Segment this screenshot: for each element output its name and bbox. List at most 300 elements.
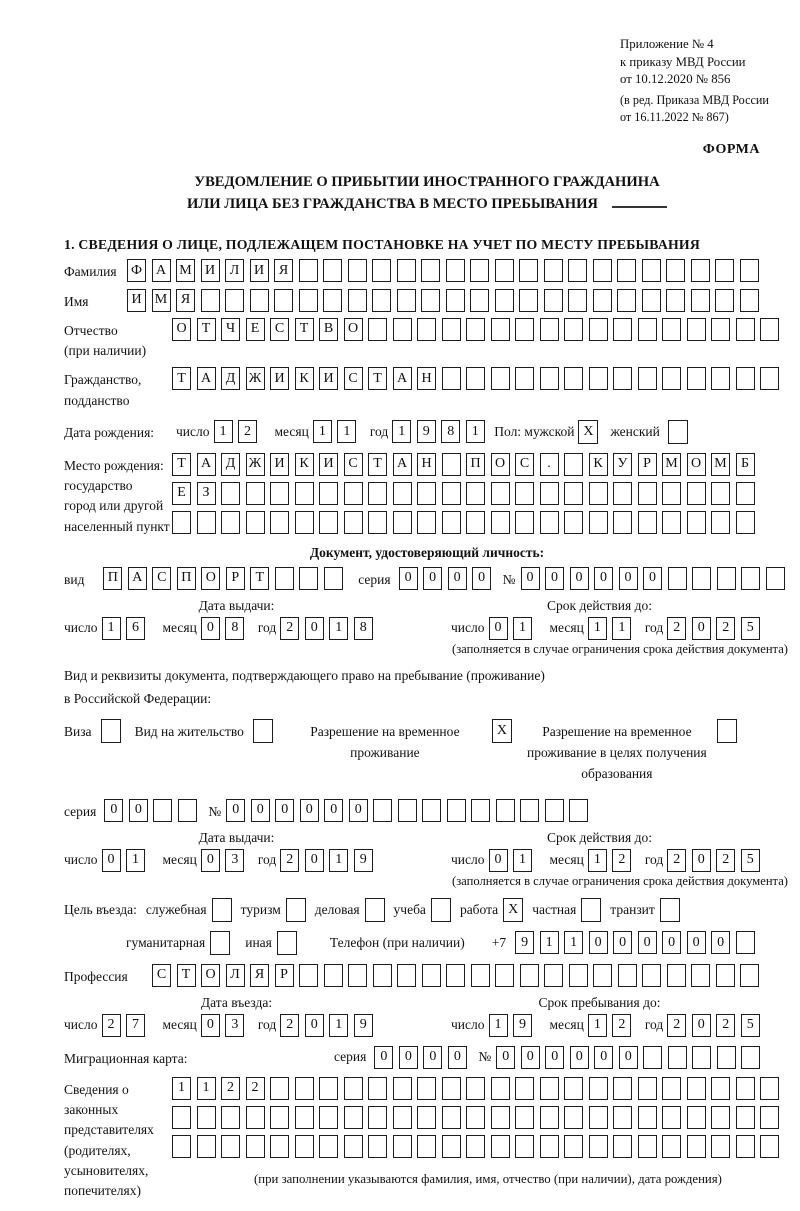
char-cell[interactable]: [466, 367, 485, 390]
char-cell[interactable]: [495, 289, 514, 312]
char-cell[interactable]: [593, 964, 612, 987]
char-cell[interactable]: [491, 482, 510, 505]
char-cell[interactable]: [691, 289, 710, 312]
char-cell[interactable]: [568, 289, 587, 312]
char-cell[interactable]: 0: [448, 1046, 467, 1069]
char-cell[interactable]: 0: [300, 799, 319, 822]
char-cell[interactable]: К: [295, 453, 314, 476]
char-cell[interactable]: О: [172, 318, 191, 341]
char-cell[interactable]: [246, 482, 265, 505]
char-cell[interactable]: [593, 259, 612, 282]
char-cell[interactable]: 0: [489, 617, 508, 640]
char-cell[interactable]: [344, 511, 363, 534]
char-cell[interactable]: Р: [226, 567, 245, 590]
char-cell[interactable]: [397, 964, 416, 987]
char-cell[interactable]: С: [515, 453, 534, 476]
char-cell[interactable]: Л: [226, 964, 245, 987]
char-cell[interactable]: [368, 1135, 387, 1158]
char-cell[interactable]: А: [128, 567, 147, 590]
char-cell[interactable]: [515, 1077, 534, 1100]
char-cell[interactable]: [295, 1077, 314, 1100]
char-cell[interactable]: [564, 367, 583, 390]
char-cell[interactable]: [515, 511, 534, 534]
char-cell[interactable]: [172, 1106, 191, 1129]
char-cell[interactable]: [368, 511, 387, 534]
char-cell[interactable]: З: [197, 482, 216, 505]
char-cell[interactable]: [520, 799, 539, 822]
char-cell[interactable]: [178, 799, 197, 822]
char-cell[interactable]: Т: [250, 567, 269, 590]
char-cell[interactable]: 1: [588, 617, 607, 640]
char-cell[interactable]: [393, 1135, 412, 1158]
char-cell[interactable]: [368, 482, 387, 505]
residence-permit-checkbox[interactable]: [253, 719, 273, 743]
char-cell[interactable]: И: [319, 367, 338, 390]
char-cell[interactable]: У: [613, 453, 632, 476]
char-cell[interactable]: [417, 482, 436, 505]
char-cell[interactable]: О: [687, 453, 706, 476]
char-cell[interactable]: [397, 289, 416, 312]
char-cell[interactable]: [417, 511, 436, 534]
char-cell[interactable]: О: [201, 567, 220, 590]
char-cell[interactable]: [638, 1106, 657, 1129]
char-cell[interactable]: [520, 964, 539, 987]
char-cell[interactable]: [540, 511, 559, 534]
char-cell[interactable]: [275, 567, 294, 590]
char-cell[interactable]: [295, 1106, 314, 1129]
char-cell[interactable]: [153, 799, 172, 822]
char-cell[interactable]: [760, 1077, 779, 1100]
char-cell[interactable]: [442, 318, 461, 341]
char-cell[interactable]: Т: [368, 367, 387, 390]
char-cell[interactable]: [422, 799, 441, 822]
char-cell[interactable]: [519, 289, 538, 312]
char-cell[interactable]: 1: [197, 1077, 216, 1100]
char-cell[interactable]: 0: [448, 567, 467, 590]
char-cell[interactable]: Д: [221, 453, 240, 476]
char-cell[interactable]: 2: [612, 849, 631, 872]
char-cell[interactable]: [540, 482, 559, 505]
char-cell[interactable]: 7: [126, 1014, 145, 1037]
char-cell[interactable]: [692, 567, 711, 590]
purpose-business-checkbox[interactable]: [365, 898, 385, 922]
char-cell[interactable]: С: [344, 453, 363, 476]
gender-male-checkbox[interactable]: X: [578, 420, 598, 444]
char-cell[interactable]: 9: [354, 849, 373, 872]
char-cell[interactable]: [466, 1135, 485, 1158]
char-cell[interactable]: 0: [305, 617, 324, 640]
char-cell[interactable]: Н: [417, 367, 436, 390]
char-cell[interactable]: [589, 318, 608, 341]
char-cell[interactable]: С: [152, 567, 171, 590]
char-cell[interactable]: А: [197, 453, 216, 476]
char-cell[interactable]: [466, 318, 485, 341]
char-cell[interactable]: [373, 799, 392, 822]
char-cell[interactable]: 1: [392, 420, 411, 443]
char-cell[interactable]: 5: [741, 849, 760, 872]
char-cell[interactable]: 0: [201, 849, 220, 872]
char-cell[interactable]: [740, 289, 759, 312]
char-cell[interactable]: [372, 289, 391, 312]
char-cell[interactable]: [491, 318, 510, 341]
char-cell[interactable]: 1: [588, 849, 607, 872]
char-cell[interactable]: [766, 567, 785, 590]
purpose-humanitarian-checkbox[interactable]: [210, 931, 230, 955]
char-cell[interactable]: А: [393, 367, 412, 390]
char-cell[interactable]: [323, 259, 342, 282]
char-cell[interactable]: [711, 1077, 730, 1100]
char-cell[interactable]: [564, 1106, 583, 1129]
char-cell[interactable]: 1: [329, 1014, 348, 1037]
char-cell[interactable]: [740, 964, 759, 987]
char-cell[interactable]: [344, 1135, 363, 1158]
char-cell[interactable]: [564, 1135, 583, 1158]
char-cell[interactable]: [393, 482, 412, 505]
char-cell[interactable]: [638, 1135, 657, 1158]
char-cell[interactable]: 1: [329, 617, 348, 640]
char-cell[interactable]: [544, 259, 563, 282]
char-cell[interactable]: [638, 318, 657, 341]
char-cell[interactable]: И: [250, 259, 269, 282]
char-cell[interactable]: 1: [612, 617, 631, 640]
char-cell[interactable]: 2: [102, 1014, 121, 1037]
char-cell[interactable]: М: [711, 453, 730, 476]
char-cell[interactable]: 0: [423, 567, 442, 590]
char-cell[interactable]: [662, 367, 681, 390]
char-cell[interactable]: Л: [225, 259, 244, 282]
char-cell[interactable]: А: [393, 453, 412, 476]
char-cell[interactable]: О: [201, 964, 220, 987]
char-cell[interactable]: С: [344, 367, 363, 390]
char-cell[interactable]: [393, 1106, 412, 1129]
char-cell[interactable]: [421, 259, 440, 282]
char-cell[interactable]: [617, 289, 636, 312]
char-cell[interactable]: [470, 289, 489, 312]
char-cell[interactable]: [470, 259, 489, 282]
char-cell[interactable]: [760, 1135, 779, 1158]
char-cell[interactable]: 6: [126, 617, 145, 640]
char-cell[interactable]: [393, 511, 412, 534]
char-cell[interactable]: [246, 511, 265, 534]
char-cell[interactable]: 2: [612, 1014, 631, 1037]
char-cell[interactable]: [540, 1135, 559, 1158]
char-cell[interactable]: [225, 289, 244, 312]
char-cell[interactable]: [324, 567, 343, 590]
char-cell[interactable]: [270, 1077, 289, 1100]
char-cell[interactable]: [687, 1106, 706, 1129]
char-cell[interactable]: [760, 1106, 779, 1129]
char-cell[interactable]: [717, 567, 736, 590]
char-cell[interactable]: 0: [251, 799, 270, 822]
char-cell[interactable]: [250, 289, 269, 312]
char-cell[interactable]: И: [270, 453, 289, 476]
char-cell[interactable]: Т: [197, 318, 216, 341]
char-cell[interactable]: [515, 1106, 534, 1129]
char-cell[interactable]: [368, 1077, 387, 1100]
char-cell[interactable]: 2: [238, 420, 257, 443]
char-cell[interactable]: А: [152, 259, 171, 282]
char-cell[interactable]: Ж: [246, 453, 265, 476]
char-cell[interactable]: [589, 367, 608, 390]
char-cell[interactable]: [711, 1135, 730, 1158]
char-cell[interactable]: [471, 799, 490, 822]
purpose-work-checkbox[interactable]: X: [503, 898, 523, 922]
char-cell[interactable]: Я: [176, 289, 195, 312]
char-cell[interactable]: 0: [305, 1014, 324, 1037]
char-cell[interactable]: [564, 453, 583, 476]
char-cell[interactable]: [421, 289, 440, 312]
char-cell[interactable]: 0: [570, 1046, 589, 1069]
char-cell[interactable]: [442, 367, 461, 390]
char-cell[interactable]: 1: [126, 849, 145, 872]
char-cell[interactable]: [442, 1077, 461, 1100]
char-cell[interactable]: [662, 511, 681, 534]
char-cell[interactable]: [393, 1077, 412, 1100]
char-cell[interactable]: [319, 482, 338, 505]
char-cell[interactable]: [687, 367, 706, 390]
char-cell[interactable]: [515, 367, 534, 390]
char-cell[interactable]: [466, 482, 485, 505]
char-cell[interactable]: [496, 799, 515, 822]
char-cell[interactable]: [319, 1106, 338, 1129]
char-cell[interactable]: [589, 1077, 608, 1100]
char-cell[interactable]: И: [127, 289, 146, 312]
char-cell[interactable]: 0: [692, 849, 711, 872]
char-cell[interactable]: [442, 1106, 461, 1129]
char-cell[interactable]: [491, 511, 510, 534]
char-cell[interactable]: Р: [275, 964, 294, 987]
char-cell[interactable]: 5: [741, 617, 760, 640]
char-cell[interactable]: [668, 567, 687, 590]
char-cell[interactable]: О: [491, 453, 510, 476]
char-cell[interactable]: [613, 367, 632, 390]
char-cell[interactable]: [715, 259, 734, 282]
char-cell[interactable]: 0: [102, 849, 121, 872]
char-cell[interactable]: [741, 1046, 760, 1069]
char-cell[interactable]: [613, 482, 632, 505]
char-cell[interactable]: 0: [643, 567, 662, 590]
char-cell[interactable]: 0: [545, 1046, 564, 1069]
char-cell[interactable]: [491, 1135, 510, 1158]
char-cell[interactable]: [368, 318, 387, 341]
char-cell[interactable]: 1: [466, 420, 485, 443]
char-cell[interactable]: О: [344, 318, 363, 341]
char-cell[interactable]: [515, 1135, 534, 1158]
char-cell[interactable]: 0: [399, 1046, 418, 1069]
char-cell[interactable]: 1: [588, 1014, 607, 1037]
char-cell[interactable]: [417, 1077, 436, 1100]
char-cell[interactable]: [667, 964, 686, 987]
char-cell[interactable]: [299, 567, 318, 590]
purpose-other-checkbox[interactable]: [277, 931, 297, 955]
char-cell[interactable]: [540, 1106, 559, 1129]
char-cell[interactable]: 1: [313, 420, 332, 443]
char-cell[interactable]: [491, 1106, 510, 1129]
char-cell[interactable]: 2: [246, 1077, 265, 1100]
char-cell[interactable]: [589, 511, 608, 534]
char-cell[interactable]: 1: [214, 420, 233, 443]
char-cell[interactable]: И: [319, 453, 338, 476]
char-cell[interactable]: 2: [280, 849, 299, 872]
char-cell[interactable]: 3: [225, 1014, 244, 1037]
char-cell[interactable]: [491, 367, 510, 390]
gender-female-checkbox[interactable]: [668, 420, 688, 444]
char-cell[interactable]: [422, 964, 441, 987]
char-cell[interactable]: [736, 1135, 755, 1158]
char-cell[interactable]: [373, 964, 392, 987]
char-cell[interactable]: [466, 511, 485, 534]
char-cell[interactable]: Н: [417, 453, 436, 476]
char-cell[interactable]: [711, 511, 730, 534]
char-cell[interactable]: М: [176, 259, 195, 282]
char-cell[interactable]: Д: [221, 367, 240, 390]
char-cell[interactable]: М: [662, 453, 681, 476]
char-cell[interactable]: [569, 799, 588, 822]
char-cell[interactable]: [197, 511, 216, 534]
char-cell[interactable]: 0: [662, 931, 681, 954]
char-cell[interactable]: [344, 482, 363, 505]
char-cell[interactable]: [544, 964, 563, 987]
char-cell[interactable]: [736, 1077, 755, 1100]
char-cell[interactable]: 0: [226, 799, 245, 822]
char-cell[interactable]: [666, 289, 685, 312]
char-cell[interactable]: [323, 289, 342, 312]
char-cell[interactable]: Т: [172, 453, 191, 476]
char-cell[interactable]: [201, 289, 220, 312]
char-cell[interactable]: 8: [225, 617, 244, 640]
char-cell[interactable]: [687, 511, 706, 534]
char-cell[interactable]: 0: [399, 567, 418, 590]
char-cell[interactable]: [348, 964, 367, 987]
char-cell[interactable]: 0: [594, 1046, 613, 1069]
char-cell[interactable]: [642, 259, 661, 282]
char-cell[interactable]: Т: [172, 367, 191, 390]
char-cell[interactable]: Я: [274, 259, 293, 282]
char-cell[interactable]: [736, 931, 755, 954]
char-cell[interactable]: [471, 964, 490, 987]
char-cell[interactable]: 0: [692, 1014, 711, 1037]
char-cell[interactable]: [569, 964, 588, 987]
char-cell[interactable]: К: [295, 367, 314, 390]
char-cell[interactable]: [687, 318, 706, 341]
char-cell[interactable]: [642, 964, 661, 987]
char-cell[interactable]: 0: [570, 567, 589, 590]
char-cell[interactable]: [344, 1077, 363, 1100]
char-cell[interactable]: 0: [104, 799, 123, 822]
char-cell[interactable]: [691, 259, 710, 282]
char-cell[interactable]: [270, 482, 289, 505]
char-cell[interactable]: [544, 289, 563, 312]
char-cell[interactable]: [447, 799, 466, 822]
char-cell[interactable]: [519, 259, 538, 282]
char-cell[interactable]: Р: [638, 453, 657, 476]
char-cell[interactable]: 0: [638, 931, 657, 954]
char-cell[interactable]: 8: [441, 420, 460, 443]
purpose-transit-checkbox[interactable]: [660, 898, 680, 922]
char-cell[interactable]: [613, 1077, 632, 1100]
char-cell[interactable]: 2: [667, 849, 686, 872]
char-cell[interactable]: [736, 1106, 755, 1129]
char-cell[interactable]: [662, 1077, 681, 1100]
char-cell[interactable]: [589, 482, 608, 505]
char-cell[interactable]: С: [152, 964, 171, 987]
char-cell[interactable]: 0: [521, 567, 540, 590]
char-cell[interactable]: [270, 511, 289, 534]
char-cell[interactable]: 1: [540, 931, 559, 954]
char-cell[interactable]: Е: [246, 318, 265, 341]
char-cell[interactable]: Ж: [246, 367, 265, 390]
purpose-official-checkbox[interactable]: [212, 898, 232, 922]
char-cell[interactable]: [246, 1106, 265, 1129]
char-cell[interactable]: [613, 1135, 632, 1158]
char-cell[interactable]: 0: [711, 931, 730, 954]
char-cell[interactable]: [397, 259, 416, 282]
char-cell[interactable]: 1: [489, 1014, 508, 1037]
char-cell[interactable]: [368, 1106, 387, 1129]
temp-residence-checkbox[interactable]: X: [492, 719, 512, 743]
char-cell[interactable]: 0: [619, 567, 638, 590]
char-cell[interactable]: 0: [423, 1046, 442, 1069]
char-cell[interactable]: [197, 1135, 216, 1158]
char-cell[interactable]: [515, 318, 534, 341]
char-cell[interactable]: [344, 1106, 363, 1129]
char-cell[interactable]: [760, 367, 779, 390]
char-cell[interactable]: [564, 482, 583, 505]
char-cell[interactable]: [295, 511, 314, 534]
char-cell[interactable]: [417, 1106, 436, 1129]
char-cell[interactable]: [417, 1135, 436, 1158]
char-cell[interactable]: [711, 367, 730, 390]
char-cell[interactable]: [417, 318, 436, 341]
char-cell[interactable]: И: [201, 259, 220, 282]
char-cell[interactable]: И: [270, 367, 289, 390]
char-cell[interactable]: [393, 318, 412, 341]
char-cell[interactable]: [717, 1046, 736, 1069]
char-cell[interactable]: 0: [305, 849, 324, 872]
char-cell[interactable]: [638, 1077, 657, 1100]
char-cell[interactable]: [692, 1046, 711, 1069]
char-cell[interactable]: [662, 318, 681, 341]
char-cell[interactable]: [711, 482, 730, 505]
char-cell[interactable]: А: [197, 367, 216, 390]
purpose-tourism-checkbox[interactable]: [286, 898, 306, 922]
char-cell[interactable]: 0: [589, 931, 608, 954]
char-cell[interactable]: [319, 1135, 338, 1158]
char-cell[interactable]: 1: [337, 420, 356, 443]
char-cell[interactable]: 9: [515, 931, 534, 954]
char-cell[interactable]: 1: [513, 617, 532, 640]
char-cell[interactable]: 0: [201, 1014, 220, 1037]
char-cell[interactable]: [589, 1135, 608, 1158]
char-cell[interactable]: [299, 964, 318, 987]
visa-checkbox[interactable]: [101, 719, 121, 743]
char-cell[interactable]: 9: [354, 1014, 373, 1037]
char-cell[interactable]: 0: [496, 1046, 515, 1069]
char-cell[interactable]: [711, 318, 730, 341]
char-cell[interactable]: [638, 482, 657, 505]
char-cell[interactable]: [736, 511, 755, 534]
char-cell[interactable]: [515, 482, 534, 505]
char-cell[interactable]: [221, 1135, 240, 1158]
char-cell[interactable]: 8: [354, 617, 373, 640]
char-cell[interactable]: [221, 511, 240, 534]
char-cell[interactable]: [299, 259, 318, 282]
char-cell[interactable]: [246, 1135, 265, 1158]
char-cell[interactable]: [270, 1135, 289, 1158]
char-cell[interactable]: [687, 1077, 706, 1100]
char-cell[interactable]: П: [177, 567, 196, 590]
char-cell[interactable]: [638, 511, 657, 534]
